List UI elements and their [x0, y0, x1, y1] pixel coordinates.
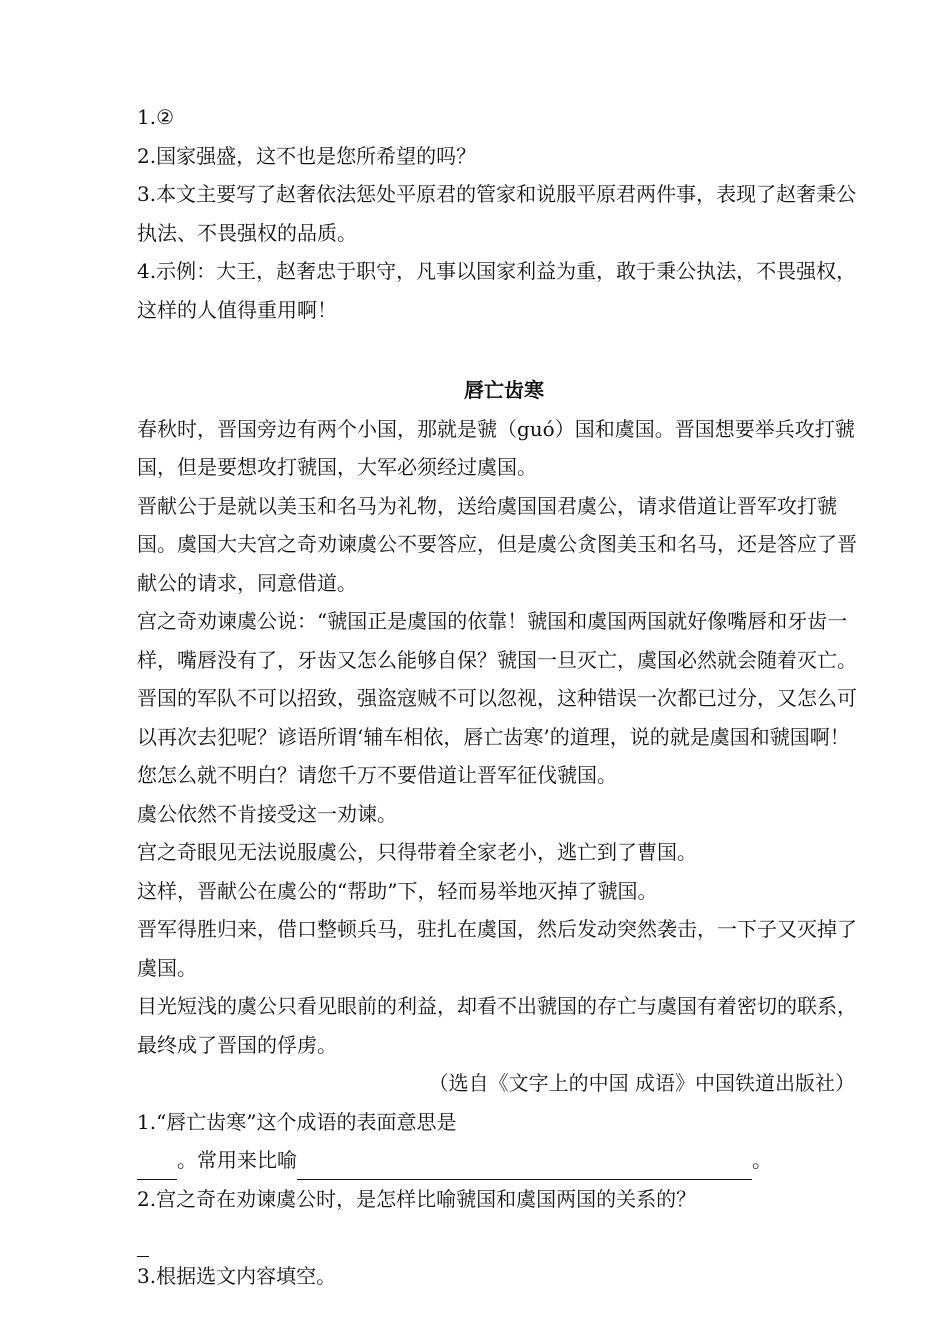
question-2-answer-line — [95, 1218, 863, 1257]
story-source: （选自《文字上的中国 成语》中国铁道出版社） — [428, 1071, 855, 1095]
document-content — [95, 98, 863, 1295]
answer-2: 2.国家强盛，这不也是您所希望的吗？ — [137, 143, 477, 168]
story-paragraph: 这样，晋献公在虞公的“帮助”下，轻而易举地灭掉了虢国。 — [137, 878, 658, 903]
story-paragraph: 春秋时，晋国旁边有两个小国，那就是虢（guó）国和虞国。晋国想要举兵攻打虢国，但是要想攻打虢国，大军必须经过虞国。 — [137, 416, 855, 479]
story-paragraph: 目光短浅的虞公只看见眼前的利益，却看不出虢国的存亡与虞国有着密切的联系，最终成了晋国的俘虏。 — [137, 994, 857, 1057]
question-1-end: 。 — [752, 1148, 772, 1172]
answer-3: 3.本文主要写了赵奢依法惩处平原君的管家和说服平原君两件事，表现了赵奢秉公执法、不畏强权的品质。 — [137, 182, 857, 245]
story-paragraph: 晋军得胜归来，借口整顿兵马，驻扎在虞国，然后发动突然袭击，一下子又灭掉了虞国。 — [137, 917, 857, 980]
question-1: 1.“唇亡齿寒”这个成语的表面意思是 — [137, 1109, 457, 1134]
question-2: 2.宫之奇在劝谏虞公时，是怎样比喻虢国和虞国两国的关系的？ — [137, 1186, 697, 1211]
answer-4: 4.示例：大王，赵奢忠于职守，凡事以国家利益为重，敢于秉公执法，不畏强权，这样的人值得重用啊！ — [137, 259, 857, 322]
question-1-text: 。常用来比喻 — [177, 1148, 297, 1172]
answer-1: 1.② — [137, 105, 175, 129]
question-3: 3.根据选文内容填空。 — [137, 1263, 337, 1288]
section-gap — [95, 329, 863, 367]
question-1-blanks — [95, 1141, 863, 1180]
story-paragraph: 宫之奇眼见无法说服虞公，只得带着全家老小，逃亡到了曹国。 — [137, 840, 697, 864]
answer-blank[interactable] — [297, 1153, 752, 1180]
story-title: 唇亡齿寒 — [464, 378, 544, 402]
story-paragraph: 晋献公于是就以美玉和名马为礼物，送给虞国国君虞公，请求借道让晋军攻打虢国。虞国大夫宫之奇劝谏虞公不要答应，但是虞公贪图美玉和名马，还是答应了晋献公的请求，同意借道。 — [137, 493, 857, 595]
answer-blank[interactable] — [137, 1153, 177, 1180]
story-paragraph: 宫之奇劝谏虞公说：“虢国正是虞国的依靠！虢国和虞国两国就好像嘴唇和牙齿一样，嘴唇没有了，牙齿又怎么能够自保？虢国一旦灭亡，虞国必然就会随着灭亡。晋国的军队不可以招致，强盗寇贼不可以忽视，这种错误一次都已过分，又怎么可以再次去犯呢？谚语所谓‘辅车相依，唇亡齿寒’的道理，说的就是虞国和虢国啊！您怎么就不明白？请您千万不要借道让晋军征伐虢国。 — [137, 609, 857, 787]
answer-blank[interactable] — [137, 1230, 149, 1257]
story-paragraph: 虞公依然不肯接受这一劝谏。 — [137, 801, 397, 826]
